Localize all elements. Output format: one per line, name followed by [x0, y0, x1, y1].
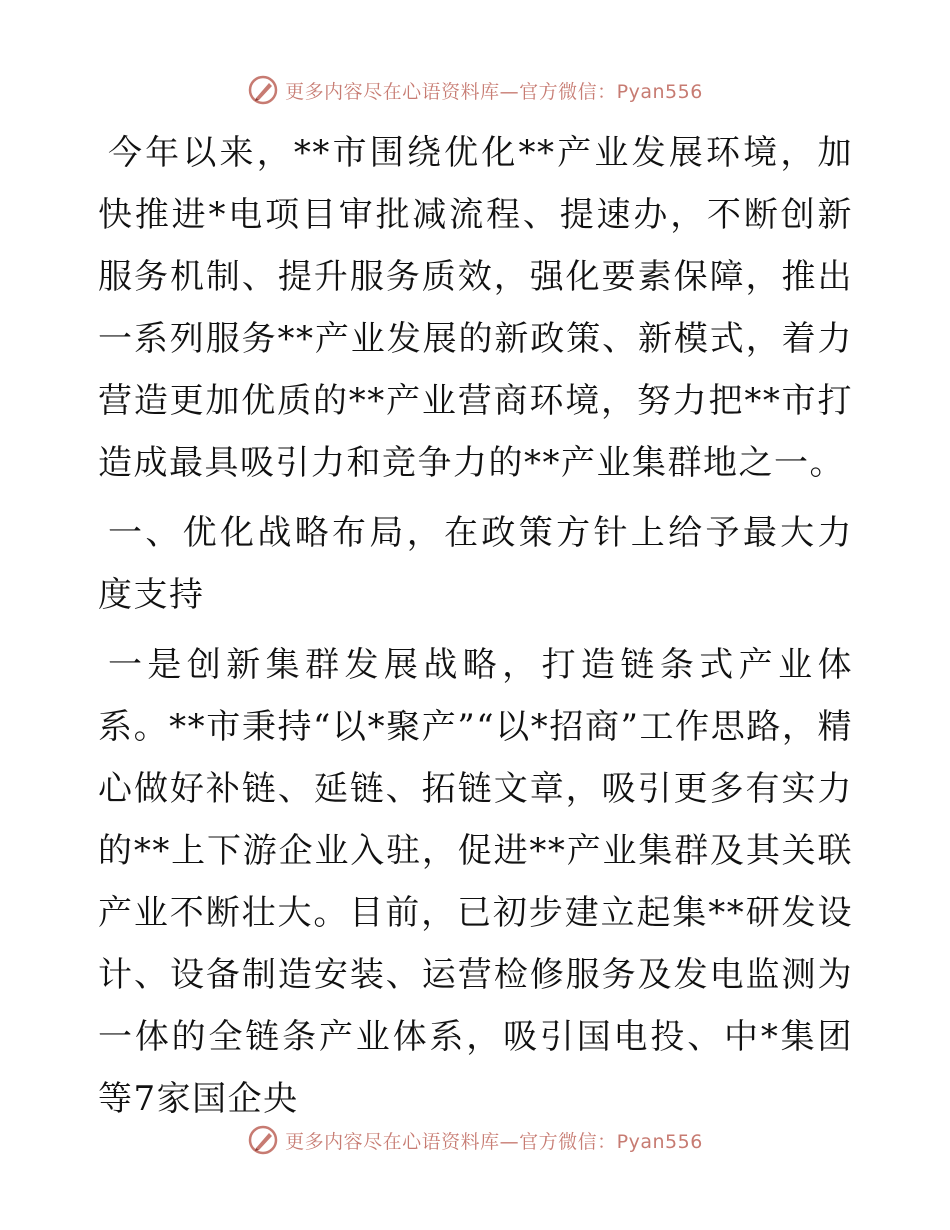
pen-logo-icon [247, 74, 279, 106]
watermark-header [0, 70, 950, 110]
section-heading: 一、优化战略布局，在政策方针上给予最大力度支持 [98, 513, 853, 615]
pen-logo-icon [247, 1124, 279, 1156]
watermark-footer [0, 1120, 950, 1160]
watermark-text: 更多内容尽在心语资料库—官方微信：Pyan556 [285, 1130, 703, 1153]
watermark-text: 更多内容尽在心语资料库—官方微信：Pyan556 [285, 80, 703, 103]
document-body [98, 122, 853, 1130]
paragraph-strategy: 一是创新集群发展战略，打造链条式产业体系。**市秉持“以*聚产”“以*招商”工作思路，精心做好补链、延链、拓链文章，吸引更多有实力的**上下游企业入驻，促进**产业集群及其关联产业不断壮大。目前，已初步建立起集**研发设计、设备制造安装、运营检修服务及发电监测为一体的全链条产业体系，吸引国电投、中*集团等7家国企央 [98, 645, 853, 1119]
paragraph-intro: 今年以来，**市围绕优化**产业发展环境，加快推进*电项目审批减流程、提速办，不断创新服务机制、提升服务质效，强化要素保障，推出一系列服务**产业发展的新政策、新模式，着力营造更加优质的**产业营商环境，努力把**市打造成最具吸引力和竞争力的**产业集群地之一。 [98, 133, 853, 483]
